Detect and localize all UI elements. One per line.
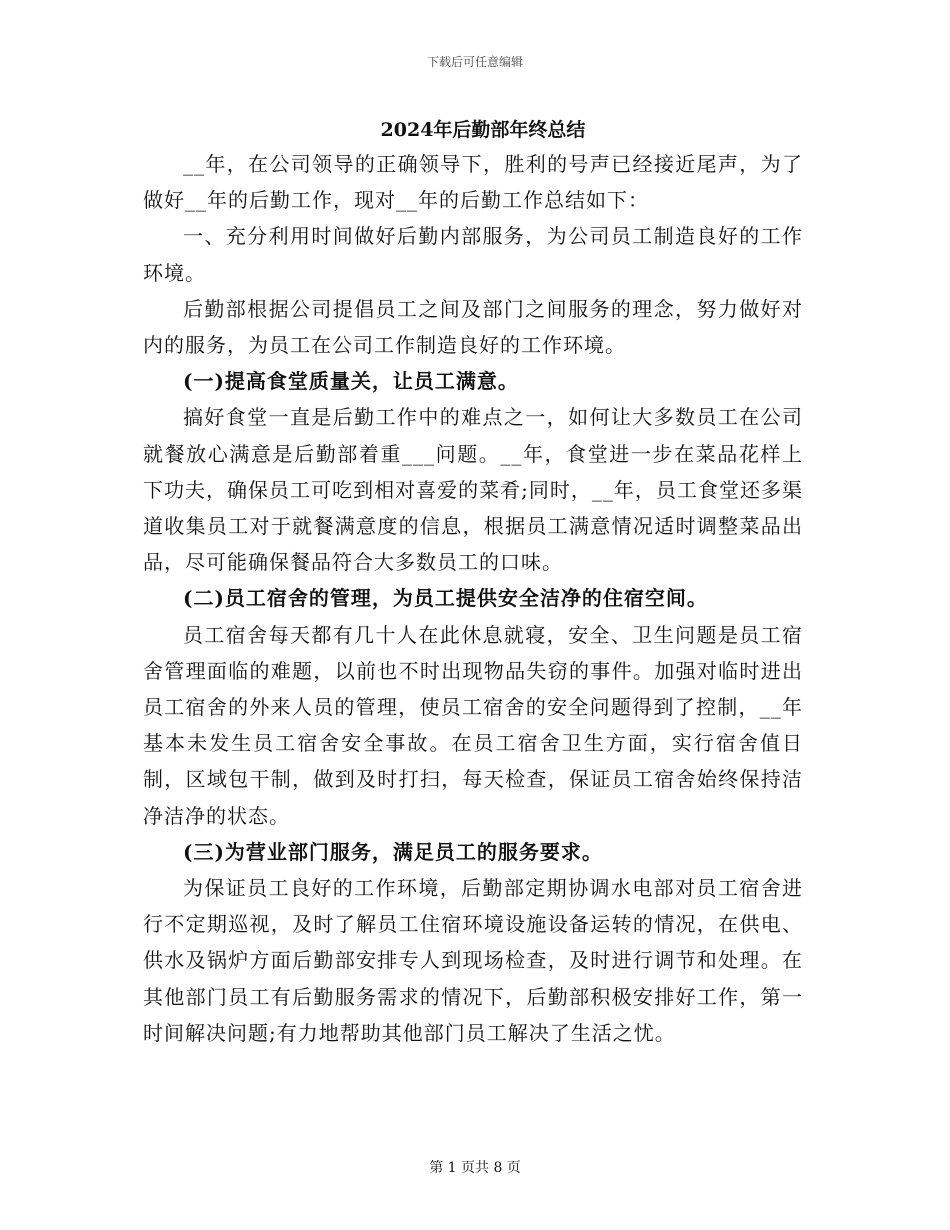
document-title: 2024年后勤部年终总结 [380, 119, 586, 141]
intro-paragraph: __年，在公司领导的正确领导下，胜利的号声已经接近尾声，为了做好__年的后勤工作，现对__年的后勤工作总结如下： [143, 152, 803, 213]
subsection-dormitory-paragraph: 员工宿舍每天都有几十人在此休息就寝，安全、卫生问题是员工宿舍管理面临的难题，以前也不时出现物品失窃的事件。加强对临时进出员工宿舍的外来人员的管理，使员工宿舍的安全问题得到了控制，__年基本未发生员工宿舍安全事故。在员工宿舍卫生方面，实行宿舍值日制，区域包干制，做到及时打扫，每天检查，保证员工宿舍始终保持洁净洁净的状态。 [143, 622, 803, 828]
subsection-dormitory-heading: (二)员工宿舍的管理，为员工提供安全洁净的住宿空间。 [183, 586, 708, 611]
section-one-paragraph: 后勤部根据公司提倡员工之间及部门之间服务的理念，努力做好对内的服务，为员工在公司工作制造良好的工作环境。 [143, 296, 803, 358]
document-body [143, 114, 803, 1051]
subsection-canteen-heading: (一)提高食堂质量关，让员工满意。 [183, 369, 519, 394]
subsection-canteen-paragraph: 搞好食堂一直是后勤工作中的难点之一，如何让大多数员工在公司就餐放心满意是后勤部着重___问题。__年，食堂进一步在菜品花样上下功夫，确保员工可吃到相对喜爱的菜肴;同时，__年，员工食堂还多渠道收集员工对于就餐满意度的信息，根据员工满意情况适时调整菜品出品，尽可能确保餐品符合大多数员工的口味。 [143, 405, 803, 575]
section-one-heading: 一、充分利用时间做好后勤内部服务，为公司员工制造良好的工作环境。 [143, 224, 803, 285]
page-header: 下载后可任意编辑 [426, 55, 523, 69]
subsection-service-paragraph: 为保证员工良好的工作环境，后勤部定期协调水电部对员工宿舍进行不定期巡视，及时了解员工住宿环境设施设备运转的情况，在供电、供水及锅炉方面后勤部安排专人到现场检查，及时进行调节和处理。在其他部门员工有后勤服务需求的情况下，后勤部积极安排好工作，第一时间解决问题;有力地帮助其他部门员工解决了生活之忧。 [143, 876, 803, 1045]
subsection-service-heading: (三)为营业部门服务，满足员工的服务要求。 [183, 839, 603, 864]
page-footer: 第 1 页共 8 页 [429, 1160, 521, 1176]
